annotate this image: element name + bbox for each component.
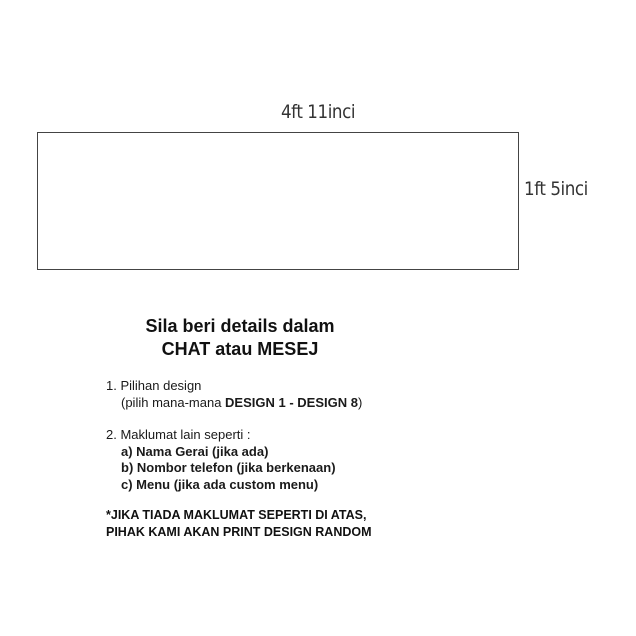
instruction-list — [106, 378, 372, 541]
item-2-title: 2. Maklumat lain seperti : — [106, 427, 251, 442]
item-1-note-prefix: (pilih mana-mana — [121, 394, 226, 410]
banner-height-label: 1ft 5inci — [524, 178, 588, 200]
item-2-sub-b: b) Nombor telefon (jika berkenaan) — [121, 460, 336, 475]
warning-line-2: PIHAK KAMI AKAN PRINT DESIGN RANDOM — [106, 525, 372, 539]
item-2-sub-a: a) Nama Gerai (jika ada) — [121, 443, 269, 459]
warning-line-1: *JIKA TIADA MAKLUMAT SEPERTI DI ATAS, — [106, 508, 367, 522]
item-1-note — [106, 395, 372, 412]
spacer — [106, 493, 372, 507]
item-1-note-suffix: ) — [357, 394, 363, 410]
item-1-title: 1. Pilihan design — [106, 378, 202, 393]
instruction-heading — [90, 315, 390, 361]
banner-outline — [37, 132, 519, 270]
heading-line-2: CHAT atau MESEJ — [161, 339, 319, 359]
item-1-note-bold: DESIGN 1 - DESIGN 8 — [225, 394, 358, 410]
item-2-sub-c: c) Menu (jika ada custom menu) — [121, 476, 319, 492]
warning-notice — [106, 507, 372, 541]
heading-line-1: Sila beri details dalam — [145, 316, 335, 336]
spacer — [106, 411, 372, 427]
banner-width-label: 4ft 11inci — [280, 101, 356, 123]
